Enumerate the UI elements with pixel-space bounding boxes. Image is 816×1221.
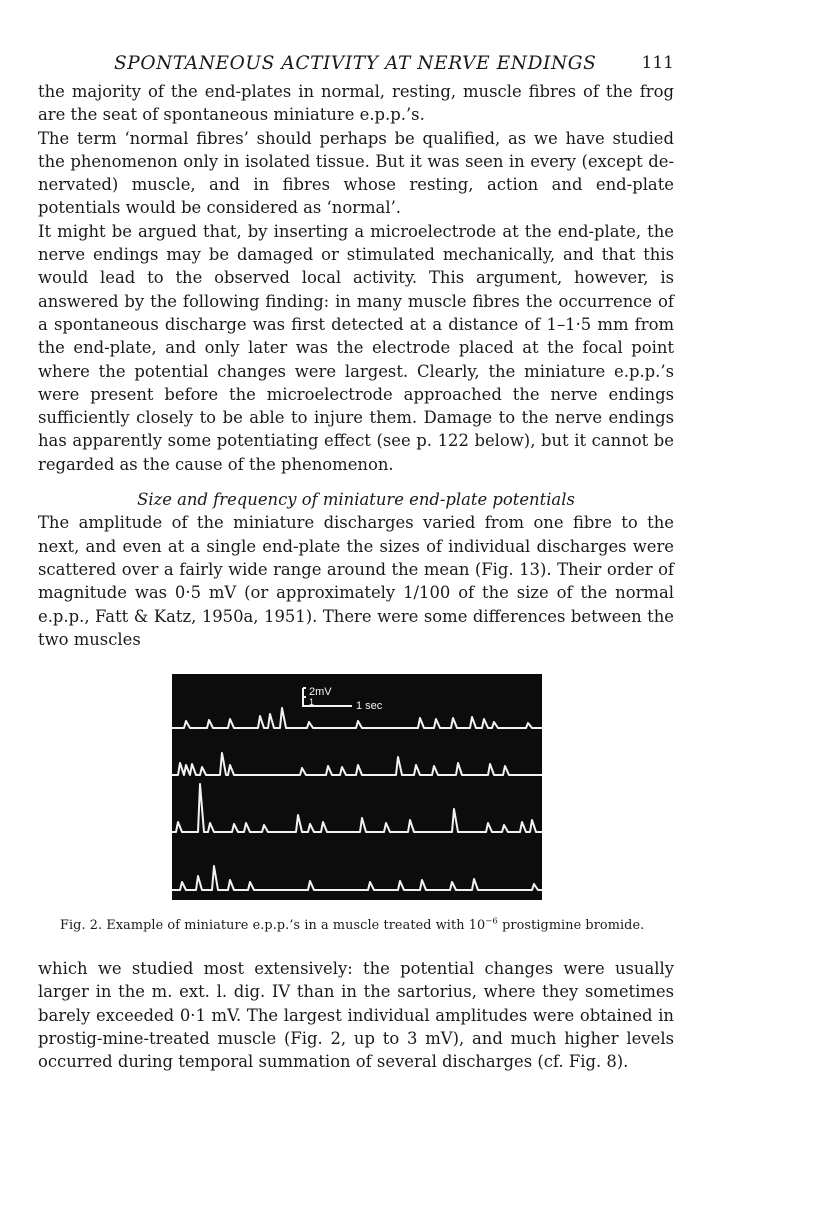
scale-voltage-minor: 1 — [309, 697, 315, 707]
page-header — [38, 50, 674, 80]
running-title: SPONTANEOUS ACTIVITY AT NERVE ENDINGS — [114, 53, 597, 74]
caption-text-end: prostigmine bromide. — [497, 918, 645, 933]
page-number: 111 — [641, 53, 674, 73]
paragraph-2: The term ‘normal fibres’ should perhaps be qualified, as we have studied the phenomenon only in isolated tissue. But it was seen in every (except de-nervated) muscle, and in fibres whose resting, action and end-plate potentials would be considered as ‘normal’. — [38, 128, 674, 218]
paragraph-4: The amplitude of the miniature discharges varied from one fibre to the next, and even at a single end-plate the sizes of individual discharges were scattered over a fairly wide range around the mean (Fig. 13). Their order of magnitude was 0·5 mV (or approximately 1/100 of the size of the normal e.p.p., Fatt & Katz, 1950a, 1951). There were some differences between the two muscles — [38, 513, 674, 649]
paragraph-1: the majority of the end-plates in normal, resting, muscle fibres of the frog are the seat of spontaneous miniature e.p.p.’s. — [38, 82, 674, 125]
scale-voltage-label: 2mV — [309, 686, 332, 698]
page-body — [38, 50, 674, 651]
figure-oscilloscope-record — [172, 674, 542, 900]
page-body-continued — [38, 957, 674, 1073]
oscilloscope-traces — [172, 674, 542, 900]
caption-text: Fig. 2. Example of miniature e.p.p.’s in a muscle treated with 10 — [60, 918, 486, 933]
scale-time-label: 1 sec — [356, 700, 383, 712]
section-heading: Size and frequency of miniature end-plate potentials — [137, 490, 575, 510]
figure-caption — [60, 918, 700, 933]
caption-exponent: −6 — [485, 916, 498, 927]
paragraph-3: It might be argued that, by inserting a microelectrode at the end-plate, the nerve endings may be damaged or stimulated mechanically, and that this would lead to the observed local activity. This argument, however, is answered by the following finding: in many muscle fibres the occurrence of a spontaneous discharge was first detected at a distance of 1–1·5 mm from the end-plate, and only later was the electrode placed at the focal point where the potential changes were largest. Clearly, the miniature e.p.p.’s were present before the microelectrode approached the nerve endings sufficiently closely to be able to injure them. Damage to the nerve endings has apparently some potentiating effect (see p. 122 below), but it cannot be regarded as the cause of the phenomenon. — [38, 221, 674, 474]
paragraph-5: which we studied most extensively: the potential changes were usually larger in the m. ext. l. dig. IV than in the sartorius, where they sometimes barely exceeded 0·1 mV. The largest individual amplitudes were obtained in prostig-mine-treated muscle (Fig. 2, up to 3 mV), and much higher levels occurred during temporal summation of several discharges (cf. Fig. 8). — [38, 959, 674, 1072]
